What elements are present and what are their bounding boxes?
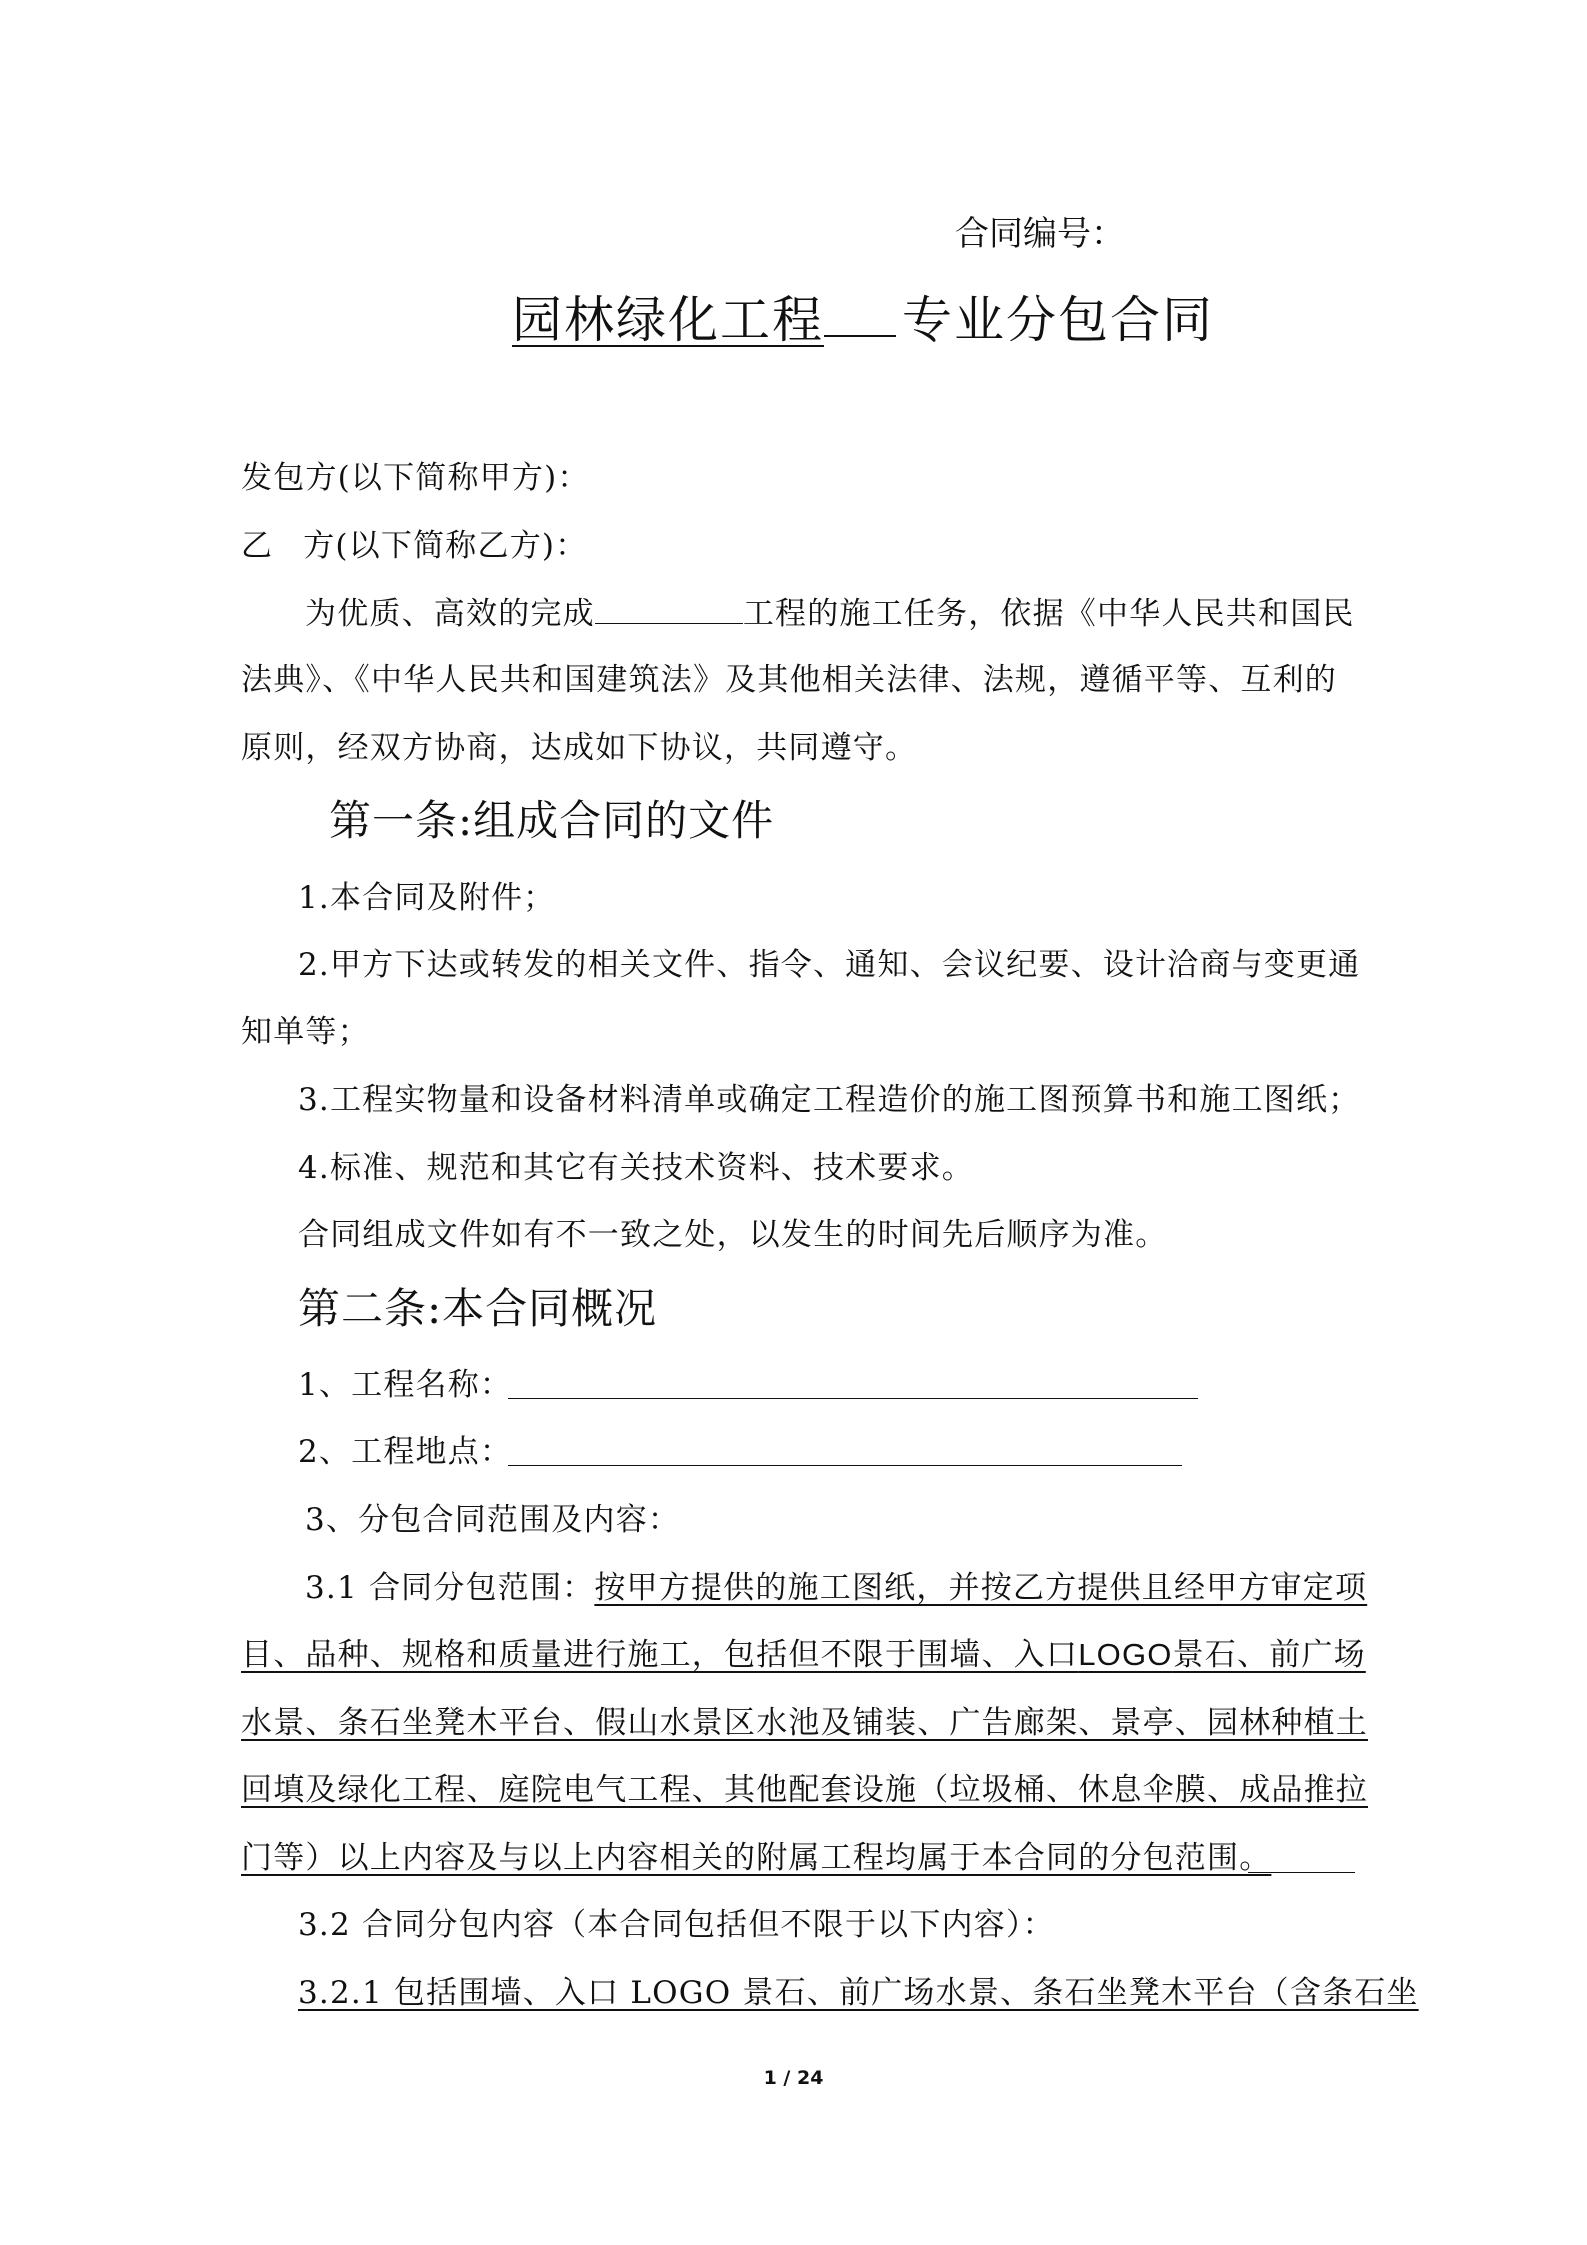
article-1-heading: 第一条:组成合同的文件 (329, 796, 775, 845)
party-b-line (241, 526, 1355, 566)
title-project-type: 园林绿化工程 (512, 291, 824, 349)
scope-text-2a: 目、品种、规格和质量进行施工，包括但不限于围墙、入口 (241, 1637, 1079, 1673)
scope-text-1: 按甲方提供的施工图纸，并按乙方提供且经甲方审定项 (594, 1570, 1368, 1606)
project-name-underline (508, 1398, 1198, 1399)
preamble-text-a: 为优质、高效的完成 (305, 596, 595, 632)
scope-text-2b: 景石、前广场 (1172, 1637, 1366, 1673)
project-location-underline (508, 1465, 1182, 1466)
project-name-field (298, 1365, 1412, 1405)
project-location-field (298, 1432, 1412, 1472)
scope-line-5-tail-underline (1248, 1872, 1355, 1873)
scope-line-5 (241, 1838, 1355, 1878)
article-1-item-2-line-1: 2.甲方下达或转发的相关文件、指令、通知、会议纪要、设计洽商与变更通 (298, 947, 1361, 983)
preamble-line-1 (305, 593, 1419, 634)
content-heading: 3.2 合同分包内容（本合同包括但不限于以下内容）： (298, 1907, 1055, 1943)
party-b-label: 方(以下简称乙方)： (303, 528, 588, 564)
preamble-line-3: 原则，经双方协商，达成如下协议，共同遵守。 (241, 730, 918, 766)
party-a-label: 发包方(以下简称甲方)： (241, 460, 590, 496)
content-line-1 (298, 1973, 1419, 2013)
scope-line-1 (305, 1568, 1419, 1608)
content-text-1: 3.2.1 包括围墙、入口 LOGO 景石、前广场水景、条石坐凳木平台（含条石坐 (298, 1975, 1419, 2011)
article-1-item-1: 1.本合同及附件； (298, 880, 556, 916)
scope-text-5: 门等）以上内容及与以上内容相关的附属工程均属于本合同的分包范围。 (241, 1840, 1272, 1876)
article-2-heading: 第二条:本合同概况 (298, 1284, 658, 1333)
scope-line-4 (241, 1770, 1368, 1810)
scope-line-2 (241, 1635, 1366, 1675)
article-1-item-2-line-2: 知单等； (241, 1014, 370, 1050)
scope-text-logo: LOGO (1078, 1637, 1173, 1672)
scope-text-3: 水景、条石坐凳木平台、假山水景区水池及铺装、广告廊架、景亭、园林种植土 (241, 1705, 1368, 1741)
article-1-item-3: 3.工程实物量和设备材料清单或确定工程造价的施工图预算书和施工图纸； (298, 1082, 1361, 1118)
document-title (512, 288, 1214, 352)
contract-number-label: 合同编号： (955, 214, 1125, 254)
preamble-line-2: 法典》、《中华人民共和国建筑法》及其他相关法律、法规，遵循平等、互利的 (241, 662, 1337, 698)
scope-text-4: 回填及绿化工程、庭院电气工程、其他配套设施（垃圾桶、休息伞膜、成品推拉 (241, 1772, 1368, 1808)
page-indicator: 1 / 24 (763, 2067, 824, 2089)
article-1-note: 合同组成文件如有不一致之处，以发生的时间先后顺序为准。 (298, 1217, 1168, 1253)
scope-line-3 (241, 1703, 1368, 1743)
article-1-item-4: 4.标准、规范和其它有关技术资料、技术要求。 (298, 1150, 974, 1186)
party-a-line (241, 458, 1355, 498)
project-name-blank (595, 593, 743, 624)
project-location-label: 2、工程地点： (298, 1434, 513, 1470)
title-contract-type: 专业分包合同 (902, 291, 1214, 349)
preamble-text-b: 工程的施工任务，依据《中华人民共和国民 (742, 596, 1355, 632)
title-underline-blank (824, 291, 896, 337)
party-b-prefix: 乙 (241, 528, 274, 564)
project-name-label: 1、工程名称： (298, 1367, 513, 1403)
scope-heading: 3、分包合同范围及内容： (305, 1502, 681, 1538)
scope-prefix: 3.1 合同分包范围： (305, 1570, 595, 1606)
